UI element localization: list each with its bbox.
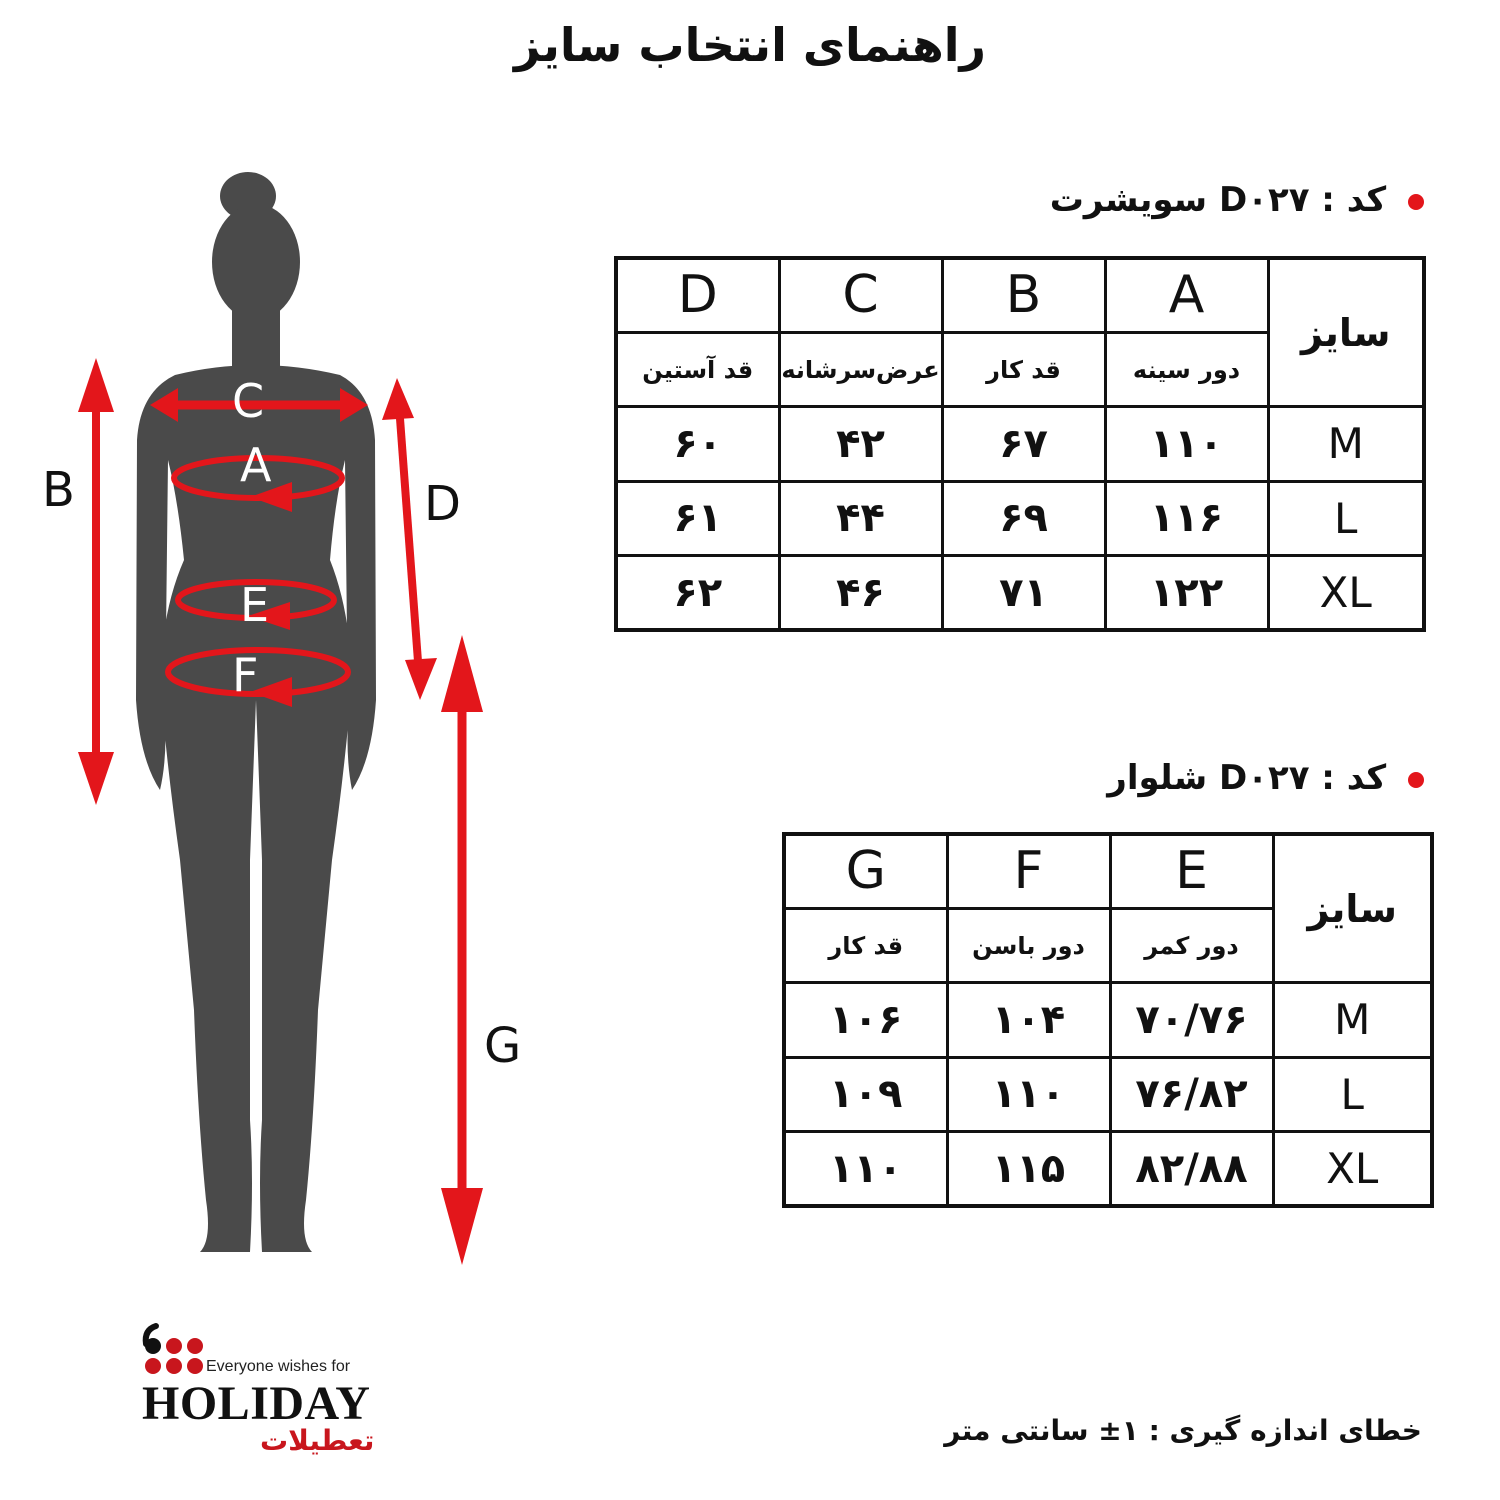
column-letter: C	[779, 258, 942, 332]
table-cell: ۱۰۶	[784, 983, 947, 1057]
column-label: دور باسن	[947, 908, 1110, 982]
table-row	[784, 1057, 1432, 1131]
arrow-g-icon	[441, 635, 483, 1265]
column-label: دور سینه	[1105, 332, 1268, 406]
table-cell: ۶۷	[942, 407, 1105, 481]
pants-code-line	[1107, 758, 1424, 798]
sweatshirt-code-line	[1050, 180, 1424, 220]
page-title: راهنمای انتخاب سایز	[513, 18, 987, 72]
table-cell: ۸۲/۸۸	[1110, 1132, 1273, 1206]
body-figure	[0, 160, 560, 1280]
figure-label-d: D	[424, 476, 461, 532]
table-header-letters	[784, 834, 1432, 908]
size-cell: M	[1273, 983, 1432, 1057]
column-label: قد کار	[784, 908, 947, 982]
figure-label-e: E	[240, 578, 270, 632]
size-header: سایز	[1268, 258, 1424, 407]
arrow-d-icon	[382, 378, 437, 700]
table-cell: ۱۰۴	[947, 983, 1110, 1057]
table-cell: ۶۰	[616, 407, 779, 481]
table-cell: ۴۶	[779, 556, 942, 630]
bullet-dot-icon	[1408, 772, 1424, 788]
table-cell: ۴۴	[779, 481, 942, 555]
column-letter: B	[942, 258, 1105, 332]
column-label: دور کمر	[1110, 908, 1273, 982]
brand-logo	[140, 1322, 380, 1462]
column-letter: F	[947, 834, 1110, 908]
column-letter: G	[784, 834, 947, 908]
logo-brand: HOLIDAY	[142, 1377, 371, 1430]
sweatshirt-size-table	[614, 256, 1426, 632]
figure-label-b: B	[42, 462, 75, 518]
size-cell: M	[1268, 407, 1424, 481]
bullet-dot-icon	[1408, 194, 1424, 210]
logo-tagline: Everyone wishes for	[206, 1358, 351, 1375]
column-label: عرض‌سرشانه	[779, 332, 942, 406]
table-cell: ۱۱۰	[1105, 407, 1268, 481]
measurement-error-note: خطای اندازه گیری : ۱± سانتی متر	[944, 1414, 1422, 1447]
column-letter: E	[1110, 834, 1273, 908]
figure-label-g: G	[484, 1018, 522, 1074]
size-header: سایز	[1273, 834, 1432, 983]
table-header-letters	[616, 258, 1424, 332]
size-cell: L	[1268, 481, 1424, 555]
size-cell: L	[1273, 1057, 1432, 1131]
table-cell: ۷۶/۸۲	[1110, 1057, 1273, 1131]
figure-label-c: C	[232, 374, 265, 428]
table-row	[616, 407, 1424, 481]
pants-size-table	[782, 832, 1434, 1208]
product-code: D۰۲۷	[1218, 180, 1310, 220]
product-name: سویشرت	[1049, 180, 1208, 220]
logo-dots-icon	[140, 1322, 208, 1376]
table-cell: ۱۱۰	[784, 1132, 947, 1206]
silhouette	[136, 172, 376, 1252]
figure-label-f: F	[232, 648, 259, 702]
arrow-b-icon	[78, 358, 114, 805]
product-code: D۰۲۷	[1218, 758, 1310, 798]
table-cell: ۶۹	[942, 481, 1105, 555]
size-cell: XL	[1273, 1132, 1432, 1206]
table-row	[784, 983, 1432, 1057]
column-letter: A	[1105, 258, 1268, 332]
table-cell: ۱۲۲	[1105, 556, 1268, 630]
table-cell: ۷۰/۷۶	[1110, 983, 1273, 1057]
table-cell: ۴۲	[779, 407, 942, 481]
table-cell: ۱۱۶	[1105, 481, 1268, 555]
column-letter: D	[616, 258, 779, 332]
table-row	[784, 1132, 1432, 1206]
table-cell: ۶۱	[616, 481, 779, 555]
code-label: کد :	[1321, 758, 1387, 798]
column-label: قد کار	[942, 332, 1105, 406]
table-cell: ۱۱۵	[947, 1132, 1110, 1206]
table-cell: ۶۲	[616, 556, 779, 630]
table-row	[616, 556, 1424, 630]
table-row	[616, 481, 1424, 555]
size-cell: XL	[1268, 556, 1424, 630]
figure-label-a: A	[240, 438, 272, 492]
logo-brand-fa: تعطیلات	[260, 1424, 375, 1457]
product-name: شلوار	[1107, 758, 1208, 798]
column-label: قد آستین	[616, 332, 779, 406]
table-cell: ۷۱	[942, 556, 1105, 630]
table-cell: ۱۰۹	[784, 1057, 947, 1131]
code-label: کد :	[1321, 180, 1387, 220]
table-cell: ۱۱۰	[947, 1057, 1110, 1131]
